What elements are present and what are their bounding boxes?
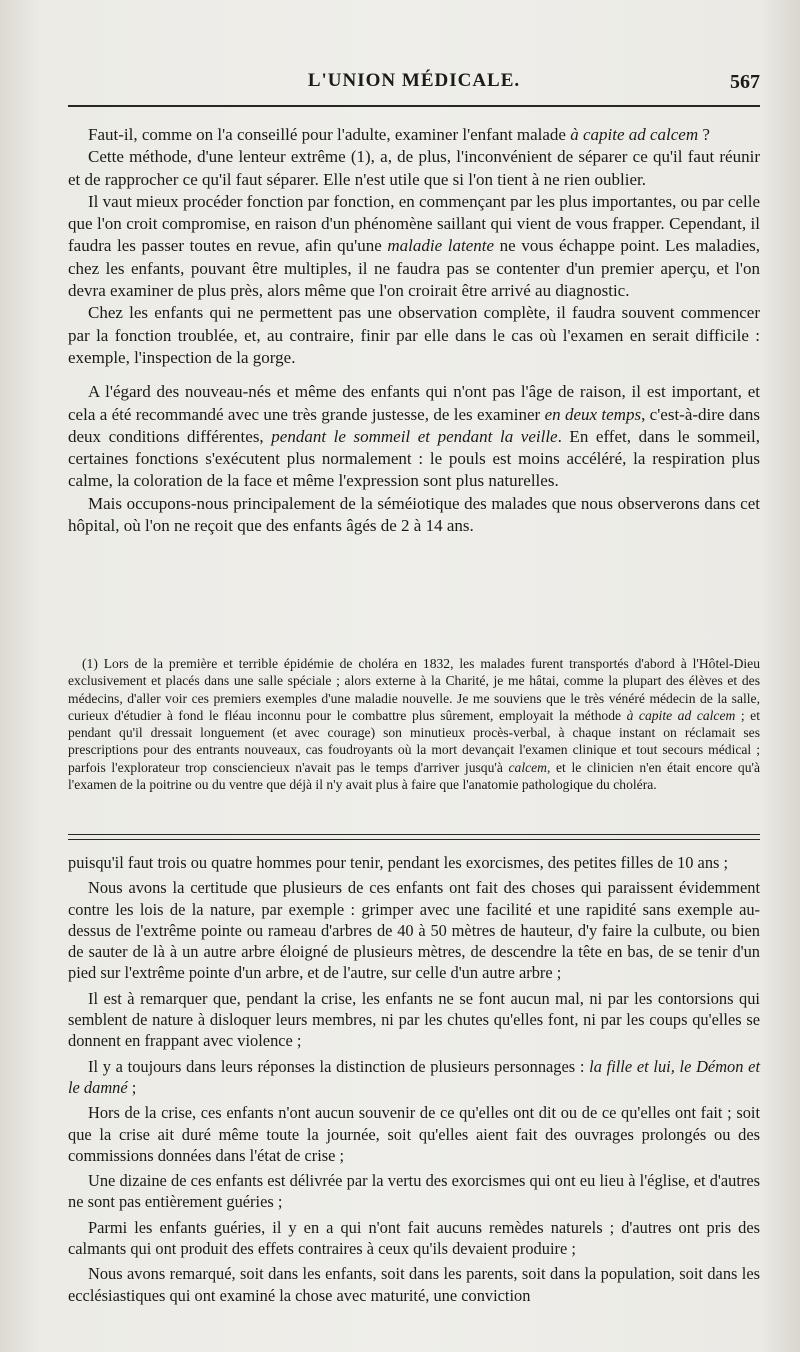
paragraph: Il y a toujours dans leurs réponses la distinction de plusieurs personnages : la fille et lui, le Démon et le damné ; — [68, 1056, 760, 1097]
paragraph: Il vaut mieux procéder fonction par fonction, en commençant par les plus importantes, ou par celle que l'on croit compromise, en raison d'un phénomène saillant qui vient de vous frapper. Cependant, il faudra les passer toutes en revue, afin qu'une maladie latente ne vous échappe point. Les maladies, chez les enfants, pouvant être multiples, il ne faudra pas se contenter d'un premier aperçu, et l'on devra examiner de plus près, alors même que l'on croirait être arrivé au diagnostic. — [68, 191, 760, 301]
paragraph: Parmi les enfants guéries, il y en a qui n'ont fait aucuns remèdes naturels ; d'autres ont pris des calmants qui ont produit des effets contraires à ceux qu'ils devaient produire ; — [68, 1217, 760, 1259]
paragraph: Hors de la crise, ces enfants n'ont aucun souvenir de ce qu'elles ont dit ou de ce qu'elles ont fait ; soit que la crise ait duré même toute la journée, soit qu'elles aient fait des ouvrages prolongés ou des commissions données dans l'état de crise ; — [68, 1103, 760, 1165]
page-number: 567 — [730, 71, 760, 93]
running-header — [68, 70, 760, 106]
paragraph: Faut-il, comme on l'a conseillé pour l'adulte, examiner l'enfant malade à capite ad calcem ? — [88, 125, 710, 144]
journal-title: L'UNION MÉDICALE. — [307, 70, 521, 91]
footnote: (1) Lors de la première et terrible épidémie de choléra en 1832, les malades furent transportés d'abord à l'Hôtel-Dieu exclusivement et placés dans une salle spéciale ; alors externe à la Charité, je me hâtai, comme la plupart des élèves et des médecins, d'aller voir ces premiers exemples d'une maladie nouvelle. Je me souviens que le très vénéré médecin de la salle, curieux d'étudier à fond le fléau inconnu pour le combattre plus sûrement, employait la méthode à capite ad calcem ; et pendant qu'il dressait longuement (et avec courage) son minutieux procès-verbal, à chaque instant on réclamait ses prescriptions pour des entrants nouveaux, cas foudroyants où la mort devançait l'examen clinique et tout secours médical ; parfois l'explorateur trop consciencieux n'avait pas le temps d'arriver jusqu'à calcem, et le clinicien n'en était encore qu'à l'examen de la poitrine ou du ventre que déjà il n'y avait plus à faire que l'anatomie pathologique du choléra. — [68, 656, 760, 793]
paragraph: Cette méthode, d'une lenteur extrême (1), a, de plus, l'inconvénient de séparer ce qu'il faut réunir et de rapprocher ce qu'il faut séparer. Elle n'est utile que si l'on tient à ne rien oublier. — [68, 147, 760, 189]
paragraph: Chez les enfants qui ne permettent pas une observation complète, il faudra souvent commencer par la fonction troublée, et, au contraire, finir par elle dans le cas où l'examen en serait difficile : exemple, l'inspection de la gorge. — [68, 303, 760, 367]
feuilleton-text — [68, 852, 760, 1306]
paragraph: Mais occupons-nous principalement de la séméiotique des malades que nous observerons dans cet hôpital, où l'on ne reçoit que des enfants âgés de 2 à 14 ans. — [68, 493, 760, 536]
paragraph: A l'égard des nouveau-nés et même des enfants qui n'ont pas l'âge de raison, il est important, et cela a été recommandé avec une très grande justesse, de les examiner en deux temps, c'est-à-dire dans deux conditions différentes, pendant le sommeil et pendant la veille. En effet, dans le sommeil, certaines fonctions s'exécutent plus normalement : le pouls est moins accéléré, la respiration plus calme, la coloration de la face et même l'expression sont plus naturelles. — [68, 382, 760, 491]
paragraph: puisqu'il faut trois ou quatre hommes pour tenir, pendant les exorcismes, des petites filles de 10 ans ; — [68, 853, 729, 872]
paragraph: Il est à remarquer que, pendant la crise, les enfants ne se font aucun mal, ni par les contorsions qui semblent de nature à disloquer leurs membres, ni par les chutes qu'elles font, ni par les coups qu'elles se donnent en frappant avec violence ; — [68, 988, 760, 1051]
section-separator — [68, 834, 760, 840]
main-text — [68, 124, 760, 537]
paragraph: Nous avons la certitude que plusieurs de ces enfants ont fait des choses qui paraissent évidemment contre les lois de la nature, par exemple : grimper avec une facilité et une rapidité sans exemple au-dessus de l'extrême pointe ou rameau d'arbres de 40 à 50 mètres de hauteur, d'y faire la culbute, ou bien de sauter de là à un autre arbre éloigné de plusieurs mètres, de descendre la tête en bas, de se tenir d'un pied sur l'extrême pointe d'un arbre, et de l'autre, sur celle d'un autre arbre ; — [68, 878, 760, 983]
header-rule — [68, 105, 760, 107]
paragraph: Nous avons remarqué, soit dans les enfants, soit dans les parents, soit dans la population, soit dans les ecclésiastiques qui ont examiné la chose avec maturité, une conviction — [68, 1264, 760, 1305]
paragraph: Une dizaine de ces enfants est délivrée par la vertu des exorcismes qui ont eu lieu à l'église, et d'autres ne sont pas entièrement guéries ; — [68, 1171, 760, 1212]
